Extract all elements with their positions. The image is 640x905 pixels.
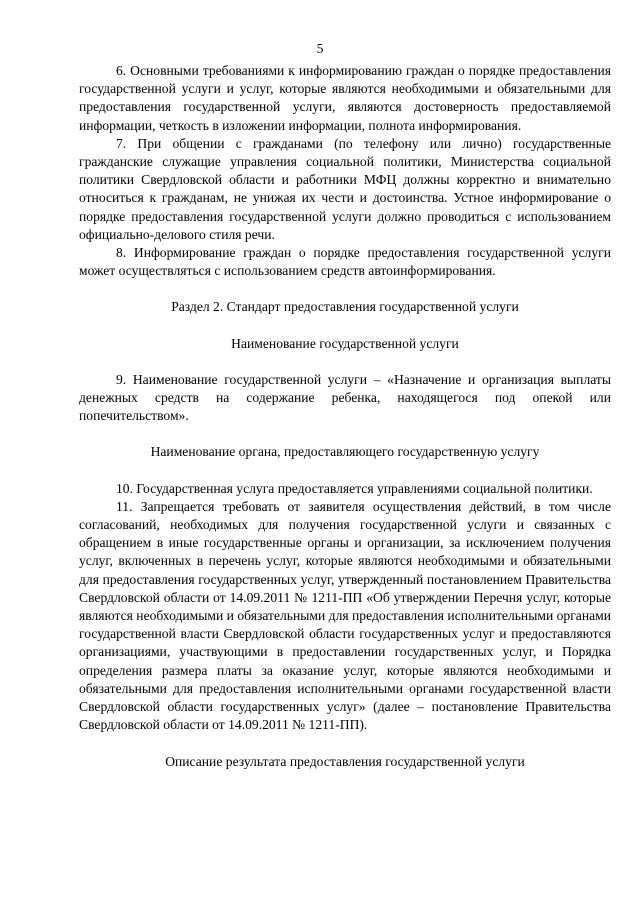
page-number: 5 bbox=[316, 41, 324, 56]
paragraph-11: 11. Запрещается требовать от заявителя осуществления действий, в том числе согласований, необходимых для получения государственной услуги и связанных с обращением в иные государственные органы и организации, за исключением получения услуг, включенных в перечень услуг, которые являются необходимыми и обязательными для предоставления государственных услуг, утвержденный постановлением Правительства Свердловской области от 14.09.2011 № 1211-ПП «Об утверждении Перечня услуг, которые являются необходимыми и обязательными для предоставления исполнительными органами государственной власти Свердловской области государственных услуг и предоставляются организациями, участвующими в предоставлении государственных услуг, и Порядка определения размера платы за оказание услуг, которые являются необходимыми и обязательными для предоставления исполнительными органами государственной власти Свердловской области государственных услуг» (далее – постановление Правительства Свердловской области от 14.09.2011 № 1211-ПП). bbox=[79, 498, 612, 733]
paragraph-10: 10. Государственная услуга предоставляется управлениями социальной политики. bbox=[116, 480, 593, 496]
paragraph-6: 6. Основными требованиями к информированию граждан о порядке предоставления государственной услуги и услуг, которые являются необходимыми и обязательными для предоставления государственной услуги, являются достоверность предоставляемой информации, четкость в изложении информации, полнота информирования. bbox=[79, 63, 611, 133]
paragraph-7: 7. При общении с гражданами (по телефону или лично) государственные гражданские служащие управления социальной политики, Министерства социальной политики Свердловской области и работники МФЦ должны корректно и внимательно относиться к гражданам, не унижая их чести и достоинства. Устное информирование о порядке предоставления государственной услуги должно проводиться с использованием официально-делового стиля речи. bbox=[79, 135, 611, 242]
subheading-service-result: Описание результата предоставления государственной услуги bbox=[165, 753, 525, 769]
subheading-service-name: Наименование государственной услуги bbox=[231, 335, 459, 351]
paragraph-9: 9. Наименование государственной услуги – «Назначение и организация выплаты денежных средств на содержание ребенка, находящегося под опекой или попечительством». bbox=[79, 371, 611, 424]
paragraph-8: 8. Информирование граждан о порядке предоставления государственной услуги может осуществляться с использованием средств автоинформирования. bbox=[79, 245, 611, 279]
section-heading: Раздел 2. Стандарт предоставления государственной услуги bbox=[171, 299, 519, 315]
subheading-providing-organ: Наименование органа, предоставляющего государственную услугу bbox=[150, 444, 540, 460]
document-body bbox=[79, 62, 611, 771]
